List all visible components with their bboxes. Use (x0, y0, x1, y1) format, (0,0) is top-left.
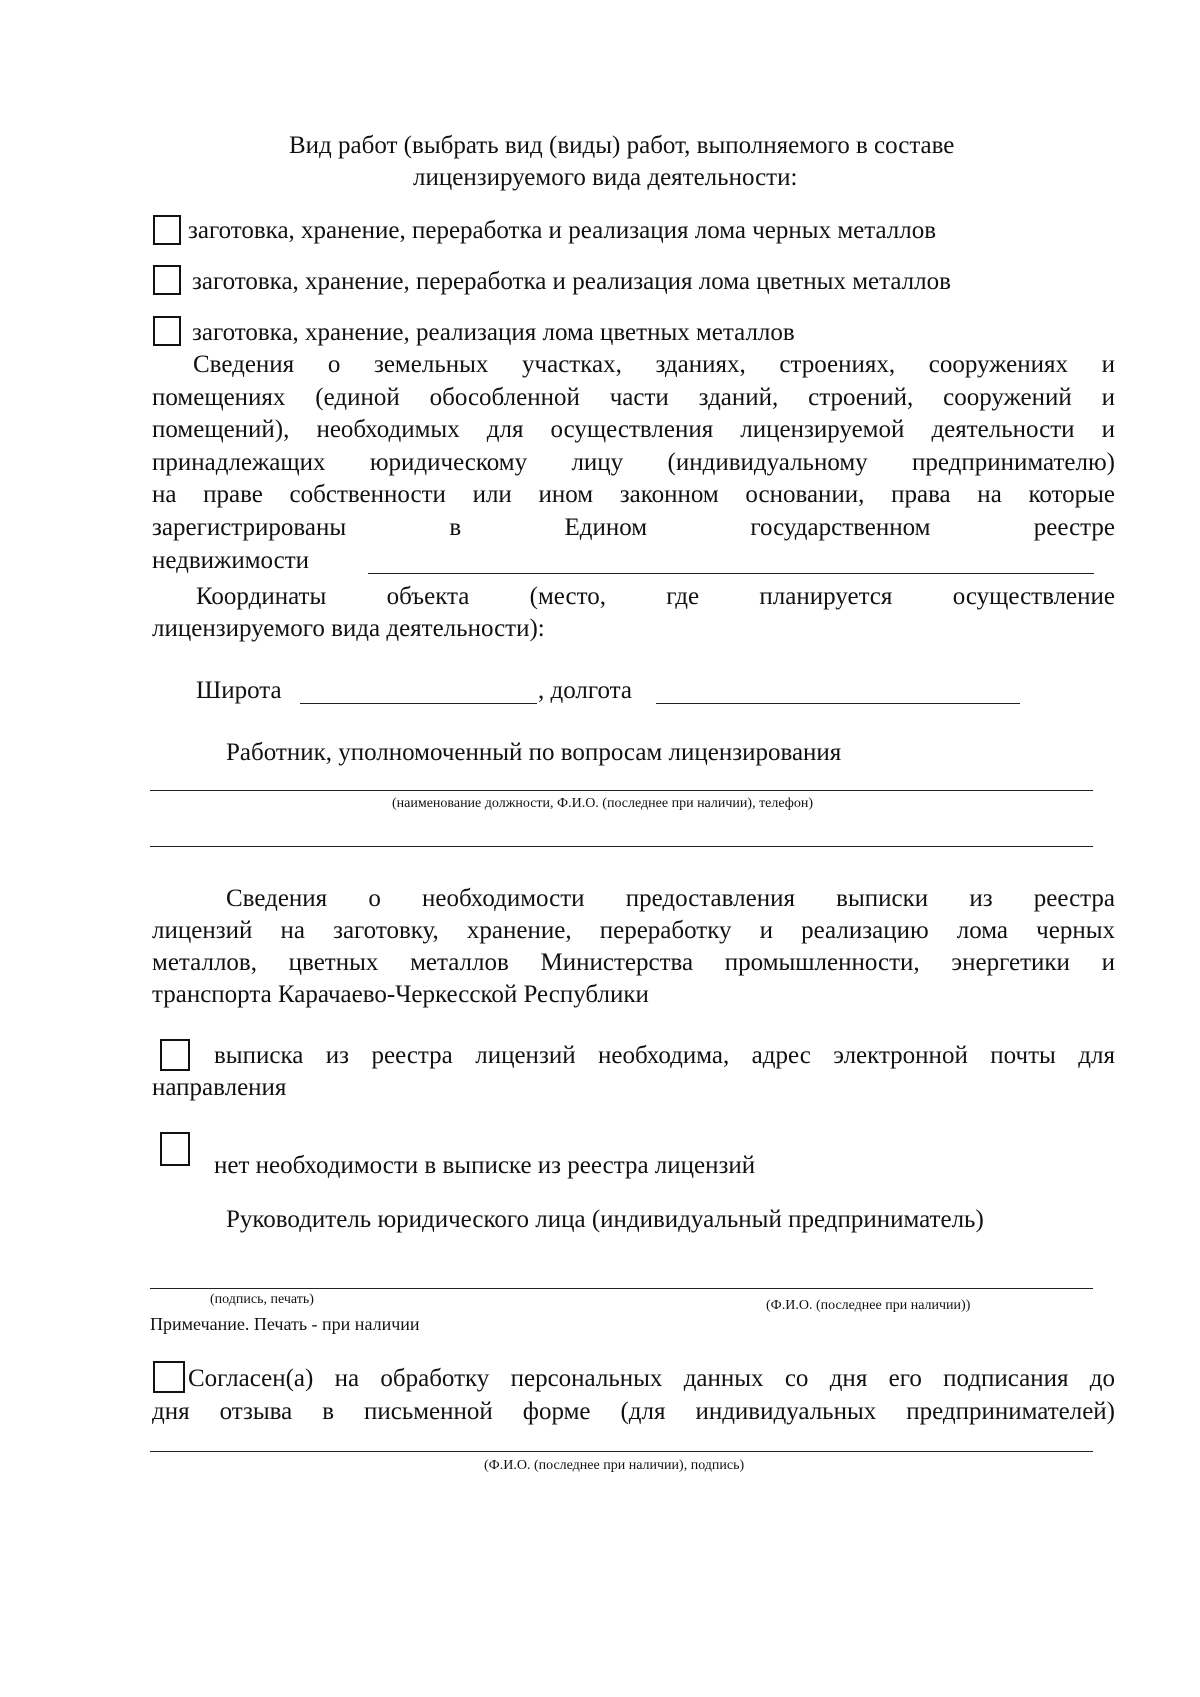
authorized-employee-caption: (наименование должности, Ф.И.О. (последнее при наличии), телефон) (392, 796, 813, 811)
checkbox-ferrous-full[interactable] (153, 215, 181, 245)
work-type-label-ferrous-full: заготовка, хранение, переработка и реализация лома черных металлов (188, 217, 937, 244)
extract-info-line: металлов, цветных металлов Министерства промышленности, энергетики и (152, 949, 1115, 976)
latitude-label: Широта (196, 677, 282, 704)
extract-needed-label-line1: выписка из реестра лицензий необходима, адрес электронной почты для (214, 1042, 1115, 1069)
authorized-employee-field[interactable] (150, 790, 1093, 791)
latitude-field[interactable] (300, 703, 537, 704)
head-signature-field[interactable] (150, 1288, 1093, 1289)
head-name-caption: (Ф.И.О. (последнее при наличии)) (766, 1298, 971, 1313)
checkbox-nonferrous-partial[interactable] (153, 316, 181, 346)
consent-line2: дня отзыва в письменной форме (для индивидуальных предпринимателей) (152, 1398, 1115, 1425)
checkbox-extract-not-needed[interactable] (160, 1132, 190, 1166)
consent-signature-field[interactable] (150, 1451, 1093, 1452)
authorized-employee-title: Работник, уполномоченный по вопросам лицензирования (226, 739, 842, 766)
head-signature-caption: (подпись, печать) (210, 1292, 314, 1307)
coordinates-line1: Координаты объекта (место, где планируется осуществление (196, 583, 1115, 610)
property-info-line: зарегистрированы в Едином государственном реестре (152, 514, 1115, 541)
work-type-heading-line2: лицензируемого вида деятельности: (413, 164, 798, 191)
authorized-employee-field-2[interactable] (150, 846, 1093, 847)
property-info-line: помещениях (единой обособленной части зданий, строений, сооружений и (152, 384, 1115, 411)
property-info-line: на праве собственности или ином законном основании, права на которые (152, 481, 1115, 508)
longitude-label: , долгота (538, 677, 632, 704)
work-type-label-nonferrous-full: заготовка, хранение, переработка и реализация лома цветных металлов (192, 268, 951, 295)
extract-info-last-line: транспорта Карачаево-Черкесской Республики (152, 981, 649, 1008)
head-title: Руководитель юридического лица (индивидуальный предприниматель) (226, 1206, 984, 1233)
work-type-heading-line1: Вид работ (выбрать вид (виды) работ, выполняемого в составе (289, 132, 955, 159)
consent-line1: Согласен(а) на обработку персональных данных со дня его подписания до (188, 1365, 1115, 1392)
longitude-field[interactable] (656, 703, 1020, 704)
checkbox-nonferrous-full[interactable] (153, 265, 181, 295)
work-type-label-nonferrous-partial: заготовка, хранение, реализация лома цветных металлов (192, 319, 795, 346)
consent-caption: (Ф.И.О. (последнее при наличии), подпись) (484, 1458, 745, 1473)
checkbox-extract-needed[interactable] (160, 1039, 190, 1071)
extract-needed-label-line2: направления (152, 1074, 287, 1101)
extract-not-needed-label: нет необходимости в выписке из реестра лицензий (214, 1152, 756, 1179)
property-info-line: принадлежащих юридическому лицу (индивидуальному предпринимателю) (152, 449, 1115, 476)
property-info-line: Сведения о земельных участках, зданиях, строениях, сооружениях и (193, 351, 1115, 378)
extract-info-line: Сведения о необходимости предоставления выписки из реестра (226, 885, 1115, 912)
property-info-fill-line[interactable] (368, 573, 1094, 574)
extract-info-line: лицензий на заготовку, хранение, переработку и реализацию лома черных (152, 917, 1115, 944)
head-note: Примечание. Печать - при наличии (150, 1314, 420, 1334)
property-info-line: помещений), необходимых для осуществления лицензируемой деятельности и (152, 416, 1115, 443)
property-info-last-line: недвижимости (152, 547, 310, 574)
coordinates-line2: лицензируемого вида деятельности): (152, 615, 545, 642)
checkbox-consent[interactable] (153, 1361, 185, 1393)
